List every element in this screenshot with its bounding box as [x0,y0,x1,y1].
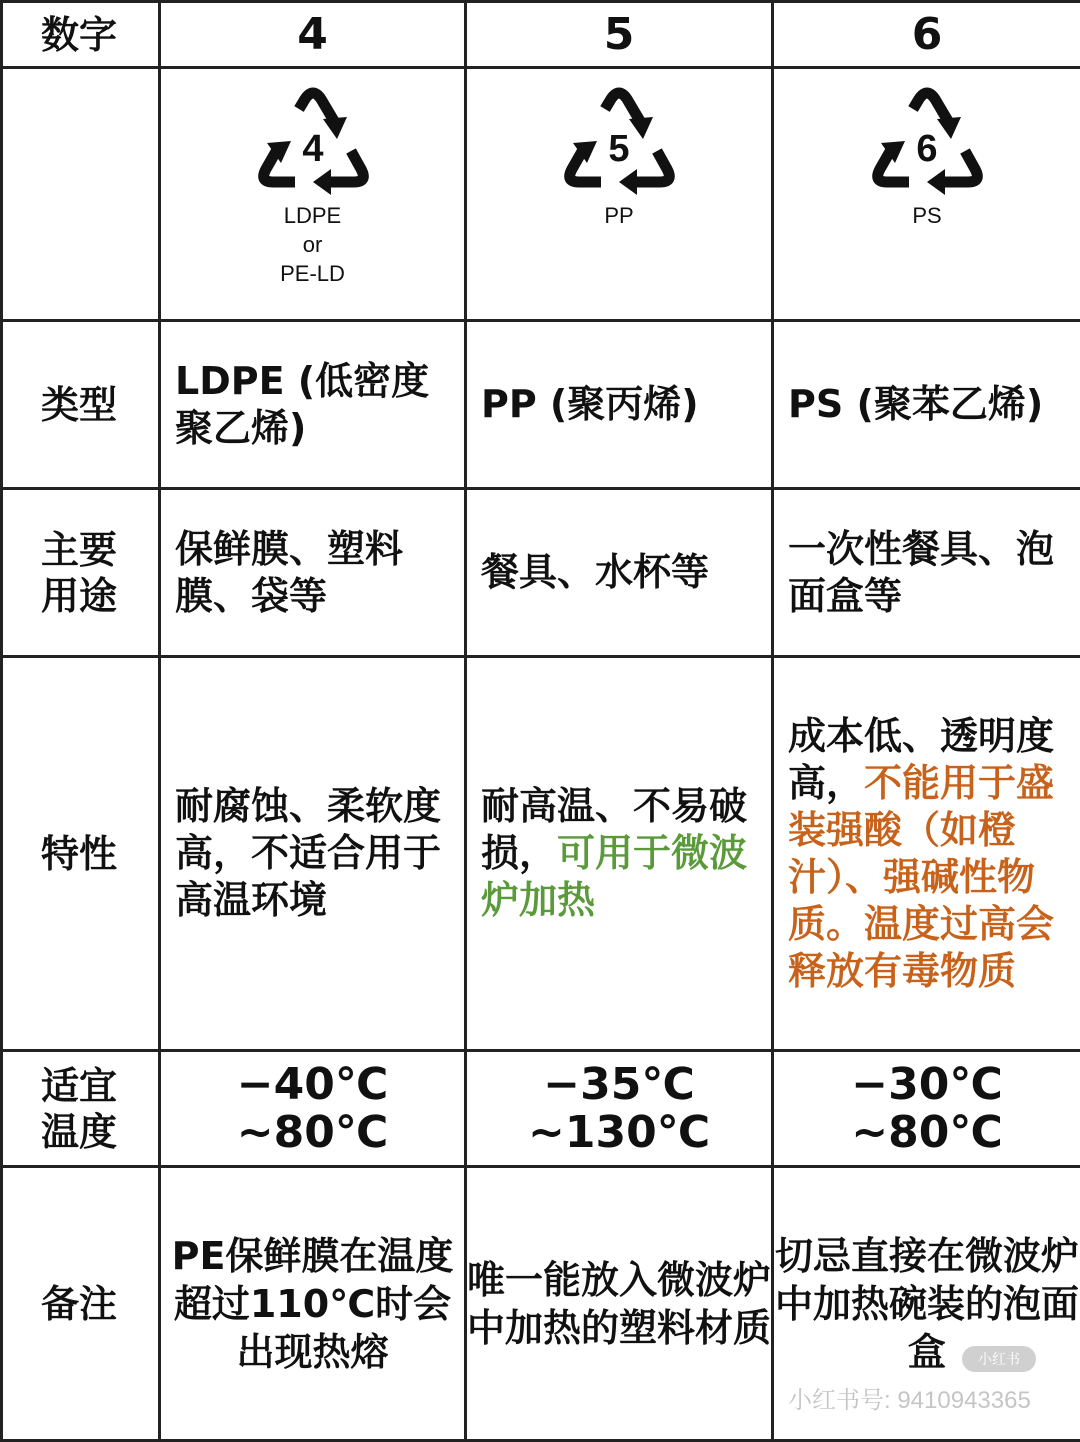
resin-code-line: PE-LD [161,259,464,288]
symbol-cell-5 [466,68,773,321]
temperature-high: ~130℃ [467,1109,771,1157]
resin-code-line: or [161,230,464,259]
note-cell-ps: 切忌直接在微波炉中加热碗装的泡面盒 [773,1167,1080,1441]
use-row-label-line: 主要 [41,527,158,573]
number-row [2,2,1080,68]
symbol-cell-6 [773,68,1080,321]
property-cell-ps [773,657,1080,1051]
watermark-badge: 小红书 [962,1346,1036,1372]
property-row [2,657,1080,1051]
recycling-triangle-icon [251,85,375,201]
resin-code-line: LDPE [161,201,464,230]
temperature-row-label [2,1051,160,1167]
use-row-label-line: 用途 [41,573,158,619]
use-cell-ldpe: 保鲜膜、塑料膜、袋等 [160,489,466,657]
type-cell-ps: PS (聚苯乙烯) [773,321,1080,489]
recycling-code-number: 4 [302,128,323,170]
property-text: 成本低、透明度高， [788,714,1054,805]
type-cell-ldpe: LDPE (低密度聚乙烯) [160,321,466,489]
type-cell-pp: PP (聚丙烯) [466,321,773,489]
temperature-cell-ps [773,1051,1080,1167]
temperature-cell-pp [466,1051,773,1167]
property-cell-pp [466,657,773,1051]
use-row-label [2,489,160,657]
resin-code-label [774,201,1080,230]
property-highlight-green: 可用于微波炉加热 [481,831,747,922]
use-cell-ps: 一次性餐具、泡面盒等 [773,489,1080,657]
temperature-row [2,1051,1080,1167]
recycling-triangle-icon [865,85,989,201]
property-row-label: 特性 [2,657,160,1051]
property-highlight-orange: 不能用于盛装强酸（如橙汁）、强碱性物质。温度过高会释放有毒物质 [788,761,1054,993]
type-row-label: 类型 [2,321,160,489]
note-row-label: 备注 [2,1167,160,1441]
type-row [2,321,1080,489]
number-cell-5: 5 [466,2,773,68]
use-row [2,489,1080,657]
temperature-low: −35℃ [467,1061,771,1109]
recycling-code-number: 6 [916,128,937,170]
number-cell-6: 6 [773,2,1080,68]
temperature-cell-ldpe [160,1051,466,1167]
resin-code-label [467,201,771,230]
note-cell-pp: 唯一能放入微波炉中加热的塑料材质 [466,1167,773,1441]
temperature-high: ~80℃ [774,1109,1080,1157]
resin-code-line: PP [467,201,771,230]
property-cell-ldpe: 耐腐蚀、柔软度高，不适合用于高温环境 [160,657,466,1051]
temperature-row-label-line: 适宜 [41,1063,158,1109]
temperature-low: −30℃ [774,1061,1080,1109]
temperature-low: −40℃ [161,1061,464,1109]
number-row-label: 数字 [2,2,160,68]
temperature-high: ~80℃ [161,1109,464,1157]
recycling-code-number: 5 [608,128,629,170]
property-text: 耐高温、不易破损， [481,784,747,875]
resin-code-line: PS [774,201,1080,230]
symbol-cell-4 [160,68,466,321]
note-cell-ldpe: PE保鲜膜在温度超过110℃时会出现热熔 [160,1167,466,1441]
use-cell-pp: 餐具、水杯等 [466,489,773,657]
symbol-row [2,68,1080,321]
symbol-row-label [2,68,160,321]
resin-code-label [161,201,464,288]
number-cell-4: 4 [160,2,466,68]
temperature-row-label-line: 温度 [41,1109,158,1155]
recycling-triangle-icon [557,85,681,201]
watermark-text: 小红书号: 9410943365 [788,1380,1031,1415]
